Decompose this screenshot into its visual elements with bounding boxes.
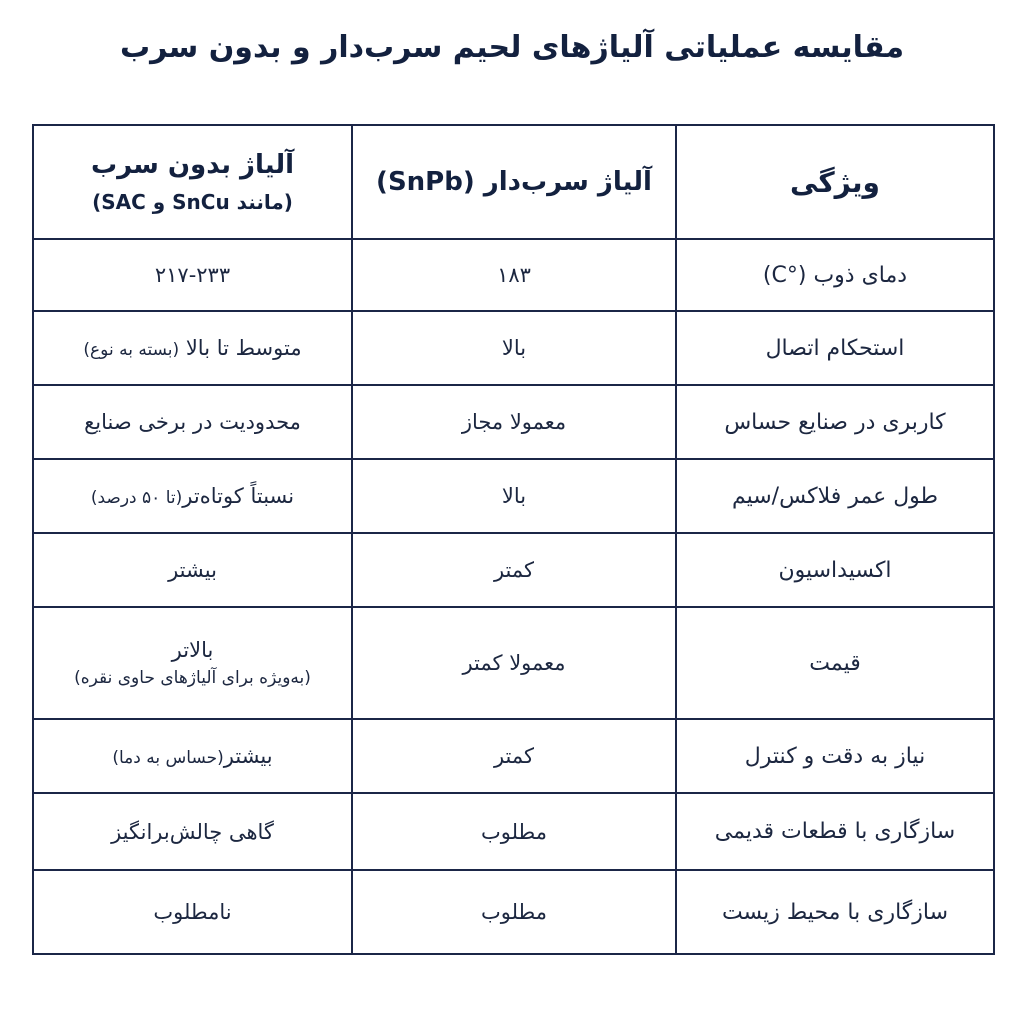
header-leadfree-title: آلیاژ بدون سرب: [90, 150, 295, 180]
leaded-cell: بالا: [352, 311, 676, 385]
leadfree-note: (به‌ویژه برای آلیاژهای حاوی نقره): [74, 668, 311, 688]
header-leaded: آلیاژ سرب‌دار (SnPb): [352, 125, 676, 239]
leadfree-note: (تا ۵۰ درصد): [90, 488, 183, 508]
leadfree-cell: [33, 607, 352, 719]
leaded-cell: کمتر: [352, 533, 676, 607]
leaded-cell: مطلوب: [352, 793, 676, 870]
feature-cell: طول عمر فلاکس/سیم: [676, 459, 994, 533]
feature-cell: استحکام اتصال: [676, 311, 994, 385]
header-leadfree: [33, 125, 352, 239]
leaded-cell: بالا: [352, 459, 676, 533]
leadfree-value: بیشتر: [223, 744, 273, 768]
leadfree-value: نسبتاً کوتاه‌تر: [182, 484, 295, 508]
table-row: [33, 533, 994, 607]
table-row: [33, 385, 994, 459]
table-row: [33, 793, 994, 870]
leadfree-cell: محدودیت در برخی صنایع: [33, 385, 352, 459]
table-header-row: [33, 125, 994, 239]
leaded-cell: معمولا مجاز: [352, 385, 676, 459]
feature-cell: اکسیداسیون: [676, 533, 994, 607]
feature-cell: کاربری در صنایع حساس: [676, 385, 994, 459]
leadfree-cell: [33, 719, 352, 793]
leadfree-value: متوسط تا بالا: [185, 336, 302, 360]
table-row: [33, 870, 994, 954]
table-row: [33, 311, 994, 385]
leaded-cell: مطلوب: [352, 870, 676, 954]
leadfree-cell: [33, 311, 352, 385]
leadfree-note: (حساس به دما): [112, 748, 224, 768]
leaded-cell: معمولا کمتر: [352, 607, 676, 719]
leadfree-cell: گاهی چالش‌برانگیز: [33, 793, 352, 870]
table-row: [33, 607, 994, 719]
leadfree-cell: [33, 459, 352, 533]
feature-cell: قیمت: [676, 607, 994, 719]
page-title: مقایسه عملیاتی آلیاژهای لحیم سرب‌دار و بدون سرب: [119, 30, 905, 65]
leadfree-cell: بیشتر: [33, 533, 352, 607]
comparison-table: [32, 124, 995, 955]
leaded-cell: ۱۸۳: [352, 239, 676, 311]
leadfree-cell: ۲۱۷-۲۳۳: [33, 239, 352, 311]
header-feature: ویژگی: [676, 125, 994, 239]
table-row: [33, 459, 994, 533]
leadfree-cell: نامطلوب: [33, 870, 352, 954]
table-row: [33, 719, 994, 793]
leaded-cell: کمتر: [352, 719, 676, 793]
feature-cell: سازگاری با محیط زیست: [676, 870, 994, 954]
table-row: [33, 239, 994, 311]
leadfree-value: بالاتر: [171, 638, 214, 662]
feature-cell: سازگاری با قطعات قدیمی: [676, 793, 994, 870]
feature-cell: دمای ذوب (°C): [676, 239, 994, 311]
leadfree-note: (بسته به نوع): [83, 340, 180, 360]
header-leadfree-subtitle: (مانند SnCu و SAC): [92, 190, 293, 214]
feature-cell: نیاز به دقت و کنترل: [676, 719, 994, 793]
